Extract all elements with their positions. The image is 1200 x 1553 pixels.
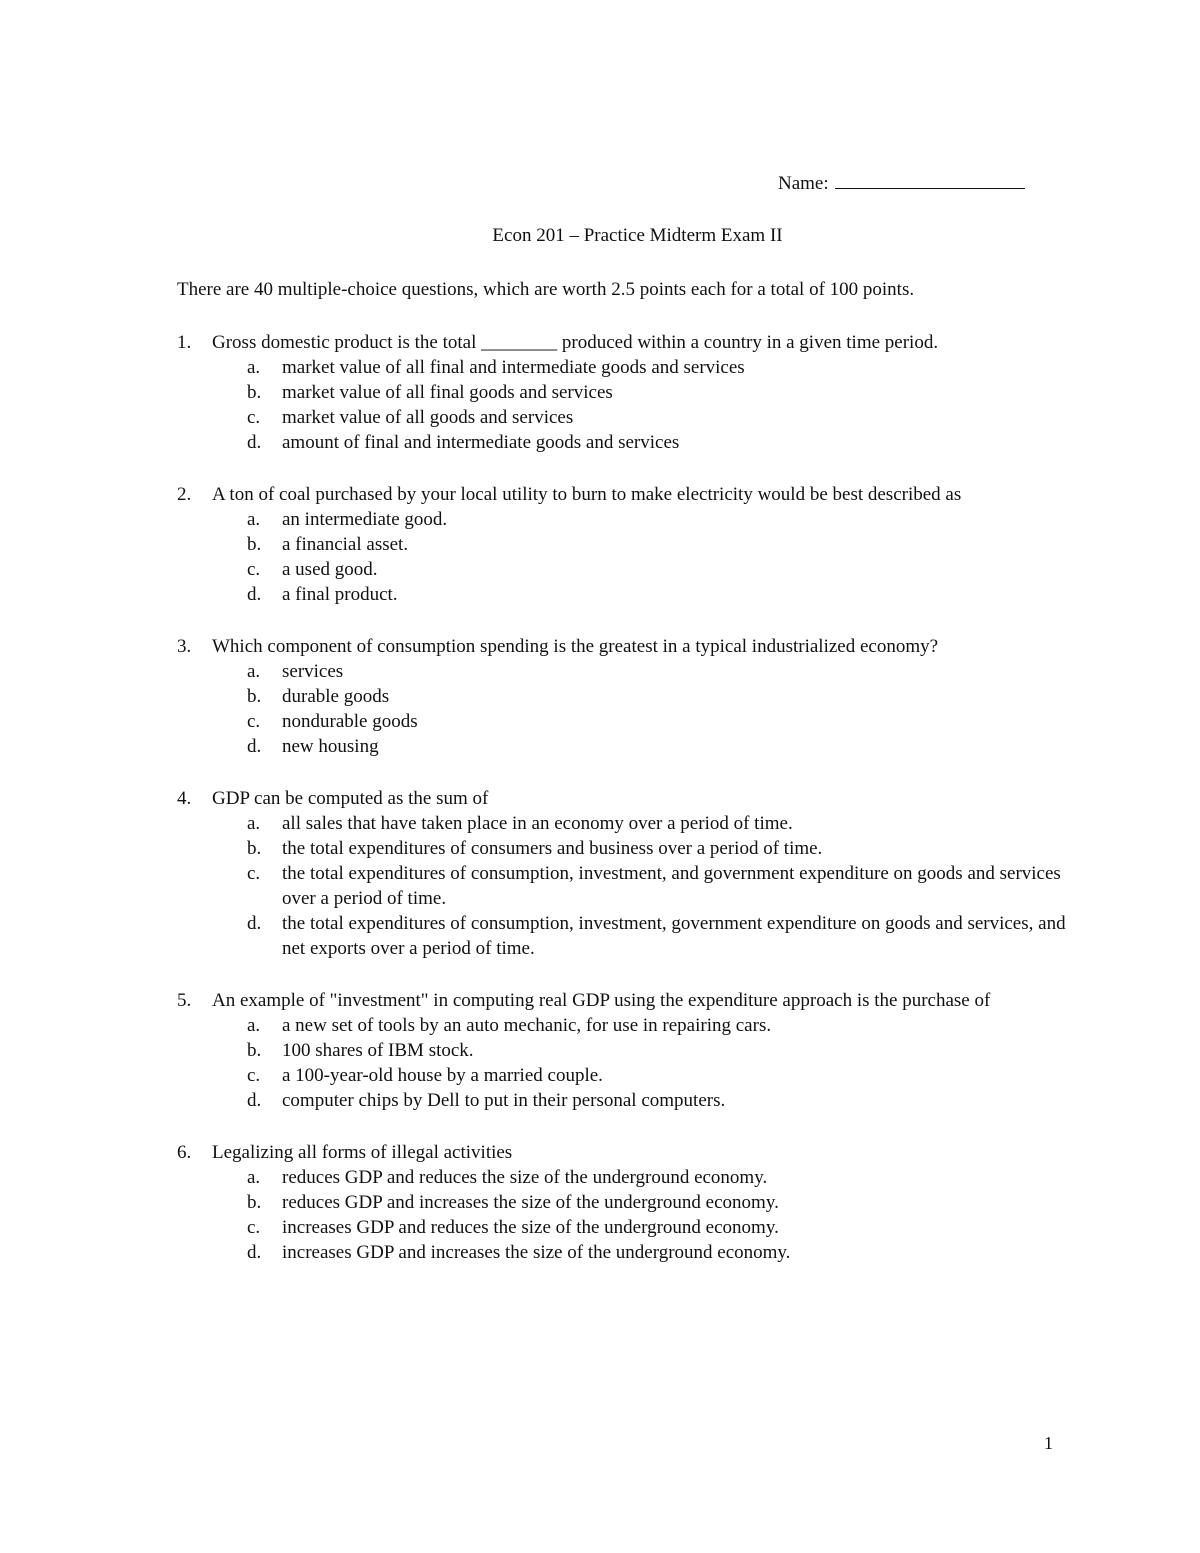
question-1 [177, 330, 1067, 455]
option-text: the total expenditures of consumers and business over a period of time. [282, 838, 823, 859]
option-letter: a. [247, 813, 261, 834]
question-number: 2. [177, 484, 192, 505]
answer-option-c [212, 709, 1067, 734]
exam-title: Econ 201 – Practice Midterm Exam II [492, 225, 783, 246]
answer-option-a [212, 1013, 1067, 1038]
option-letter: c. [247, 559, 261, 580]
option-letter: a. [247, 661, 261, 682]
answer-option-c [212, 861, 1067, 911]
option-text: the total expenditures of consumption, investment, government expenditure on goods and services, and net exports over a period of time. [282, 913, 1066, 959]
option-text: 100 shares of IBM stock. [282, 1040, 474, 1061]
option-text: a final product. [282, 584, 398, 605]
option-text: increases GDP and reduces the size of the underground economy. [282, 1217, 779, 1238]
question-number: 3. [177, 636, 192, 657]
answer-option-d [212, 734, 1067, 759]
question-text: Legalizing all forms of illegal activities [212, 1142, 513, 1163]
option-letter: c. [247, 407, 261, 428]
option-letter: d. [247, 913, 262, 934]
option-letter: a. [247, 1167, 261, 1188]
option-letter: c. [247, 711, 261, 732]
question-2 [177, 482, 1067, 607]
answer-options [212, 1165, 1067, 1265]
option-text: an intermediate good. [282, 509, 448, 530]
answer-options [212, 811, 1067, 961]
answer-option-d [212, 430, 1067, 455]
option-letter: d. [247, 1242, 262, 1263]
answer-option-a [212, 659, 1067, 684]
option-letter: c. [247, 863, 261, 884]
name-label: Name: [778, 173, 829, 194]
question-number: 5. [177, 990, 192, 1011]
answer-options [212, 1013, 1067, 1113]
answer-options [212, 355, 1067, 455]
answer-option-c [212, 557, 1067, 582]
option-text: market value of all final goods and services [282, 382, 613, 403]
answer-option-c [212, 1063, 1067, 1088]
option-letter: b. [247, 686, 262, 707]
question-number: 6. [177, 1142, 192, 1163]
answer-option-b [212, 532, 1067, 557]
option-text: market value of all goods and services [282, 407, 574, 428]
question-number: 1. [177, 332, 192, 353]
answer-option-b [212, 380, 1067, 405]
option-letter: d. [247, 584, 262, 605]
option-text: amount of final and intermediate goods and services [282, 432, 680, 453]
option-text: durable goods [282, 686, 390, 707]
option-text: increases GDP and increases the size of the underground economy. [282, 1242, 791, 1263]
answer-option-d [212, 1240, 1067, 1265]
answer-option-a [212, 507, 1067, 532]
answer-option-b [212, 836, 1067, 861]
option-letter: a. [247, 357, 261, 378]
answer-options [212, 507, 1067, 607]
answer-option-b [212, 684, 1067, 709]
option-text: a new set of tools by an auto mechanic, for use in repairing cars. [282, 1015, 772, 1036]
question-6 [177, 1140, 1067, 1265]
question-5 [177, 988, 1067, 1113]
option-text: reduces GDP and increases the size of the underground economy. [282, 1192, 779, 1213]
option-letter: a. [247, 509, 261, 530]
option-letter: d. [247, 1090, 262, 1111]
question-4 [177, 786, 1067, 961]
page-number: 1 [1044, 1433, 1053, 1453]
option-text: nondurable goods [282, 711, 418, 732]
question-text: Which component of consumption spending is the greatest in a typical industrialized economy? [212, 636, 939, 657]
answer-option-b [212, 1190, 1067, 1215]
question-text: A ton of coal purchased by your local utility to burn to make electricity would be best described as [212, 484, 962, 505]
option-text: the total expenditures of consumption, investment, and government expenditure on goods and services over a period of time. [282, 863, 1061, 909]
option-letter: c. [247, 1217, 261, 1238]
option-text: market value of all final and intermediate goods and services [282, 357, 745, 378]
option-text: new housing [282, 736, 379, 757]
question-number: 4. [177, 788, 192, 809]
name-blank-field[interactable] [835, 170, 1025, 189]
option-text: computer chips by Dell to put in their personal computers. [282, 1090, 726, 1111]
option-letter: d. [247, 736, 262, 757]
option-text: services [282, 661, 344, 682]
question-list [177, 330, 1067, 1292]
answer-options [212, 659, 1067, 759]
option-text: a 100-year-old house by a married couple. [282, 1065, 603, 1086]
question-text: An example of "investment" in computing real GDP using the expenditure approach is the purchase of [212, 990, 991, 1011]
answer-option-b [212, 1038, 1067, 1063]
instructions: There are 40 multiple-choice questions, which are worth 2.5 points each for a total of 100 points. [177, 279, 915, 300]
option-letter: b. [247, 1040, 262, 1061]
question-text: GDP can be computed as the sum of [212, 788, 489, 809]
question-3 [177, 634, 1067, 759]
option-letter: b. [247, 1192, 262, 1213]
option-letter: b. [247, 534, 262, 555]
answer-option-c [212, 1215, 1067, 1240]
option-text: all sales that have taken place in an economy over a period of time. [282, 813, 793, 834]
answer-option-a [212, 811, 1067, 836]
option-letter: a. [247, 1015, 261, 1036]
option-letter: d. [247, 432, 262, 453]
option-letter: b. [247, 838, 262, 859]
name-line [778, 170, 1025, 196]
answer-option-a [212, 1165, 1067, 1190]
answer-option-a [212, 355, 1067, 380]
answer-option-d [212, 911, 1067, 961]
option-letter: c. [247, 1065, 261, 1086]
answer-option-c [212, 405, 1067, 430]
option-text: a used good. [282, 559, 378, 580]
question-text: Gross domestic product is the total ________ produced within a country in a given time period. [212, 332, 939, 353]
option-letter: b. [247, 382, 262, 403]
option-text: a financial asset. [282, 534, 409, 555]
answer-option-d [212, 582, 1067, 607]
answer-option-d [212, 1088, 1067, 1113]
option-text: reduces GDP and reduces the size of the underground economy. [282, 1167, 768, 1188]
